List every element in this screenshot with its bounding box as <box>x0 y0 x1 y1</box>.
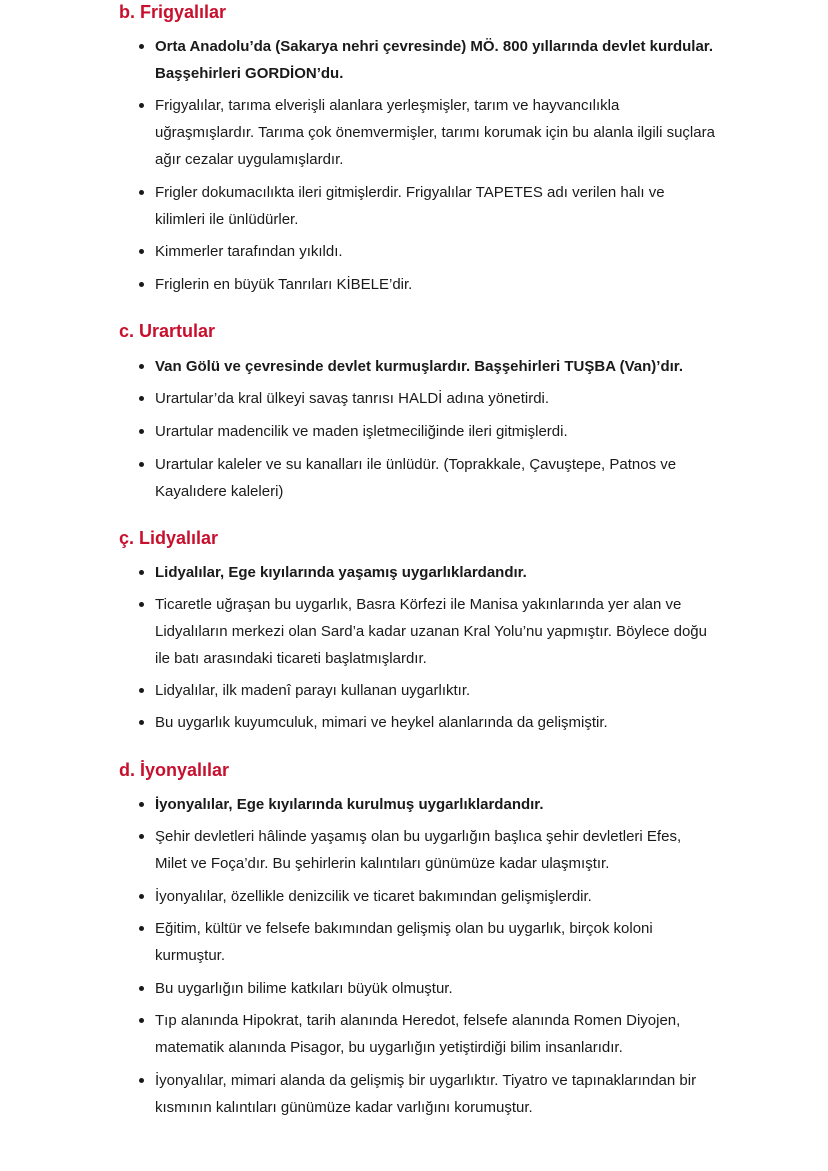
list-item <box>155 353 715 380</box>
section-heading: d. İyonyalılar <box>119 760 230 780</box>
bullet-icon <box>139 802 144 807</box>
bullet-icon <box>139 894 144 899</box>
list-item <box>155 179 715 233</box>
bullet-icon <box>139 364 144 369</box>
bullet-icon <box>139 834 144 839</box>
list-item-text: Urartular’da kral ülkeyi savaş tanrısı HALDİ adına yönetirdi. <box>155 390 550 407</box>
list-item-text: Ticaretle uğraşan bu uygarlık, Basra Körfezi ile Manisa yakınlarında yer alan ve Lidyalıların merkezi olan Sard’a kadar uzanan Kral Yolu’nu yapmıştır. Böylece doğu ile batı arasındaki ticareti başlatmışlardır. <box>155 596 707 667</box>
list-item <box>155 709 715 736</box>
bullet-icon <box>139 986 144 991</box>
bullet-icon <box>139 282 144 287</box>
bullet-icon <box>139 249 144 254</box>
list-item <box>155 238 715 265</box>
bullet-icon <box>139 602 144 607</box>
bullet-icon <box>139 1018 144 1023</box>
list-item <box>155 92 715 173</box>
list-item-text: Bu uygarlığın bilime katkıları büyük olmuştur. <box>155 980 453 997</box>
list-item <box>155 451 715 505</box>
list-item-text: Urartular madencilik ve maden işletmeciliğinde ileri gitmişlerdi. <box>155 423 568 440</box>
bullet-icon <box>139 103 144 108</box>
bullet-icon <box>139 462 144 467</box>
bullet-icon <box>139 688 144 693</box>
bullet-icon <box>139 570 144 575</box>
list-item <box>155 677 715 704</box>
bullet-icon <box>139 1078 144 1083</box>
list-item <box>155 915 715 969</box>
section-heading: ç. Lidyalılar <box>119 528 219 548</box>
list-item-text: İyonyalılar, özellikle denizcilik ve ticaret bakımından gelişmişlerdir. <box>155 888 592 905</box>
list-item <box>155 33 715 87</box>
list-item-text: Şehir devletleri hâlinde yaşamış olan bu uygarlığın başlıca şehir devletleri Efes, Milet ve Foça’dır. Bu şehirlerin kalıntıları günümüze kadar ulaşmıştır. <box>155 828 682 872</box>
list-item-text: İyonyalılar, Ege kıyılarında kurulmuş uygarlıklardandır. <box>155 796 544 813</box>
list-item <box>155 271 715 298</box>
list-item-text: Urartular kaleler ve su kanalları ile ünlüdür. (Toprakkale, Çavuştepe, Patnos ve Kayalıdere kaleleri) <box>155 456 677 500</box>
list-item-text: Frigyalılar, tarıma elverişli alanlara yerleşmişler, tarım ve hayvancılıkla uğraşmışlardır. Tarıma çok önemvermişler, tarımı korumak için bu alanla ilgili suçlara ağır cezalar uygulamışlardır. <box>155 97 715 168</box>
bullet-icon <box>139 396 144 401</box>
list-item <box>155 591 715 672</box>
list-item <box>155 1007 715 1061</box>
list-item-text: Frigler dokumacılıkta ileri gitmişlerdir. Frigyalılar TAPETES adı verilen halı ve kilimleri ile ünlüdürler. <box>155 184 665 228</box>
bullet-icon <box>139 720 144 725</box>
section-heading: b. Frigyalılar <box>119 2 227 22</box>
list-item-text: Lidyalılar, Ege kıyılarında yaşamış uygarlıklardandır. <box>155 564 527 581</box>
list-item-text: Orta Anadolu’da (Sakarya nehri çevresinde) MÖ. 800 yıllarında devlet kurdular. Başşehirleri GORDİON’du. <box>155 38 713 82</box>
bullet-icon <box>139 44 144 49</box>
list-item-text: İyonyalılar, mimari alanda da gelişmiş bir uygarlıktır. Tiyatro ve tapınaklarından bir kısmının kalıntıları günümüze kadar varlığını korumuştur. <box>155 1072 697 1116</box>
bullet-icon <box>139 926 144 931</box>
list-item <box>155 559 715 586</box>
list-item <box>155 385 715 412</box>
list-item <box>155 791 715 818</box>
list-item-text: Bu uygarlık kuyumculuk, mimari ve heykel alanlarında da gelişmiştir. <box>155 714 608 731</box>
section-heading: c. Urartular <box>119 321 216 341</box>
list-item <box>155 418 715 445</box>
list-item-text: Kimmerler tarafından yıkıldı. <box>155 243 343 260</box>
list-item-text: Lidyalılar, ilk madenî parayı kullanan uygarlıktır. <box>155 682 471 699</box>
list-item <box>155 1067 715 1121</box>
bullet-icon <box>139 429 144 434</box>
list-item <box>155 975 715 1002</box>
list-item-text: Van Gölü ve çevresinde devlet kurmuşlardır. Başşehirleri TUŞBA (Van)’dır. <box>155 358 683 375</box>
list-item <box>155 883 715 910</box>
list-item <box>155 823 715 877</box>
list-item-text: Eğitim, kültür ve felsefe bakımından gelişmiş olan bu uygarlık, birçok koloni kurmuştur. <box>155 920 653 964</box>
list-item-text: Tıp alanında Hipokrat, tarih alanında Heredot, felsefe alanında Romen Diyojen, matematik alanında Pisagor, bu uygarlığın yetiştirdiği bilim insanlarıdır. <box>155 1012 681 1056</box>
list-item-text: Friglerin en büyük Tanrıları KİBELE’dir. <box>155 276 413 293</box>
bullet-icon <box>139 190 144 195</box>
